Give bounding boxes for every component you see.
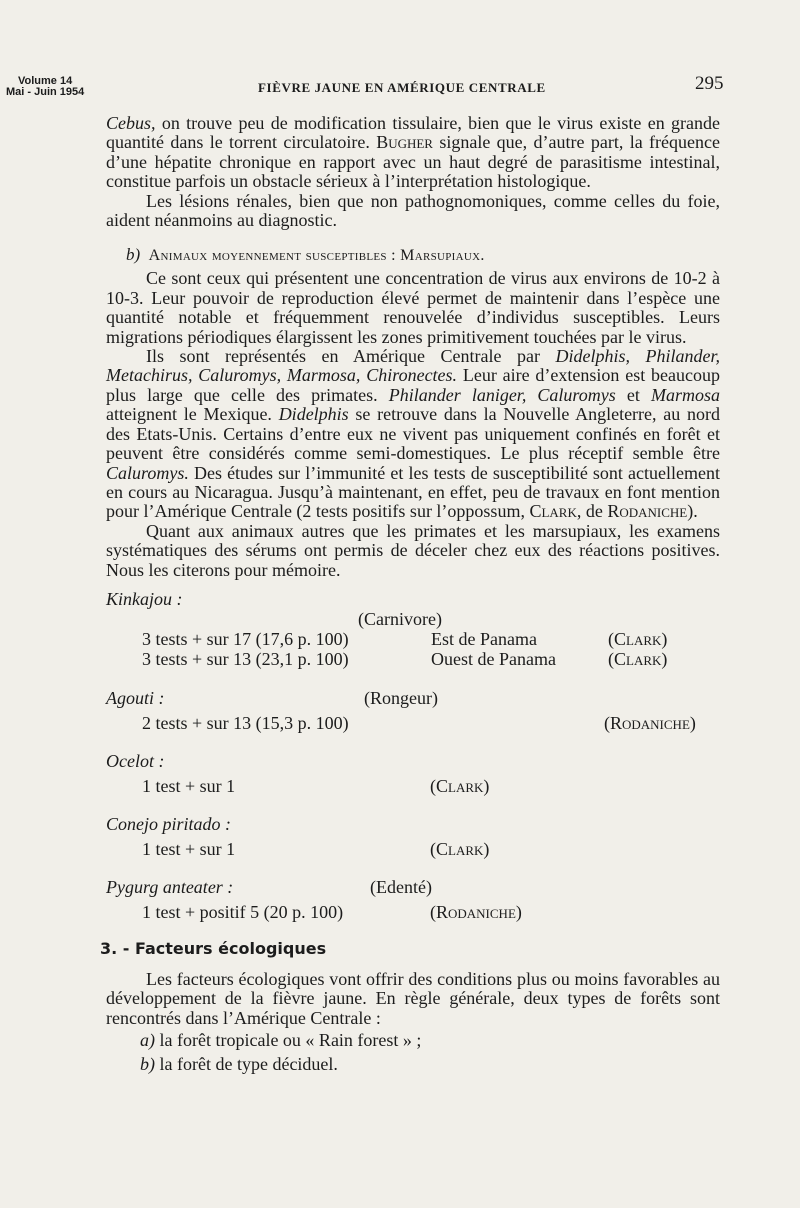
text-run: atteignent le Mexique.: [106, 404, 279, 425]
animal-kinkajou: Kinkajou :: [106, 588, 183, 609]
page-body: [100, 113, 721, 1076]
text-run: Des études sur l’immunité et les tests de susceptibilité sont actuellement en cours au Nicaragua. Jusqu’à maintenant, en effet, peu de travaux en font mention pour l’Amérique Centrale (2 tests positifs sur l’oppossum,: [106, 462, 720, 522]
animal-results: [106, 589, 720, 922]
text-run: on trouve peu de modification tissulaire, bien que le virus existe en grande quantité dans le torrent circulatoire.: [106, 113, 720, 153]
author-clark: Clark: [529, 501, 577, 522]
paragraph-facteurs: Les facteurs écologiques vont offrir des conditions plus ou moins favorables au développement de la fièvre jaune. En règle générale, deux types de forêts sont rencontrés dans l’Amérique Centrale :: [106, 968, 720, 1028]
text-run: se retrouve dans la Nouvelle Angleterre, au nord des Etats-Unis. Certains d’entre eux ne vivent pas uniquement confinés en forêt et peuvent être considérés comme semi-domestiques. Le plus réceptif semble être: [106, 404, 721, 464]
animal-ocelot: Ocelot :: [106, 750, 165, 771]
result-reference: (Clark): [430, 838, 490, 859]
result-tests: 1 test + sur 1: [142, 838, 236, 859]
result-row: [106, 649, 720, 669]
result-tests: 1 test + positif 5 (20 p. 100): [142, 901, 344, 922]
result-reference: (Clark): [430, 775, 490, 796]
paragraph-autres-animaux: Quant aux animaux autres que les primates et les marsupiaux, les examens systématiques des sérums ont permis de déceler chez eux des réactions positives. Nous les citerons pour mémoire.: [106, 520, 720, 580]
list-item: [106, 1028, 720, 1052]
paragraph-representes: [106, 347, 720, 522]
result-reference: (Rodaniche): [604, 712, 696, 733]
result-reference: (Clark): [608, 628, 668, 649]
paragraph-cebus: [106, 114, 720, 192]
species-name: Caluromys.: [106, 462, 189, 483]
result-tests: 1 test + sur 1: [142, 775, 236, 796]
list-letter: a): [140, 1030, 155, 1051]
paragraph-concentration: Ce sont ceux qui présentent une concentration de virus aux environs de 10-2 à 10-3. Leur pouvoir de reproduction élevé permet de maintenir dans l’espèce une quantité notable et fréquemment renouvelée d’individus susceptibles. Leurs migrations périodiques élargissent les zones primitivement touchées par le virus.: [106, 268, 720, 347]
genus-cebus: Cebus,: [106, 113, 156, 133]
list-text: la forêt de type déciduel.: [155, 1054, 338, 1075]
author-bugher: Bugher: [376, 132, 433, 153]
text-run: ).: [687, 501, 698, 522]
subheading-marsupiaux: [126, 245, 720, 265]
result-row: [106, 713, 720, 733]
animal-conejo-piritado: Conejo piritado :: [106, 813, 231, 834]
result-reference: (Clark): [608, 648, 668, 669]
volume-number: Volume 14: [18, 75, 73, 87]
order-label: (Rongeur): [364, 687, 438, 708]
subheading-text: Animaux moyennement susceptibles : Marsupiaux.: [148, 247, 485, 265]
issue-date: Mai - Juin 1954: [6, 86, 85, 98]
species-name: Marmosa: [650, 384, 720, 405]
forest-type-list: [106, 1028, 720, 1076]
result-tests: 3 tests + sur 17 (17,6 p. 100): [142, 628, 349, 649]
page-number: 295: [695, 73, 724, 94]
running-title: FIÈVRE JAUNE EN AMÉRIQUE CENTRALE: [258, 80, 546, 95]
order-label: (Carnivore): [358, 608, 442, 629]
result-tests: 2 tests + sur 13 (15,3 p. 100): [142, 712, 349, 733]
genera-list: Didelphis, Philander, Metachirus, Caluromys, Marmosa, Chironectes.: [106, 346, 720, 386]
paragraph-lesions: Les lésions rénales, bien que non pathognomoniques, comme celles du foie, aident néanmoins au diagnostic.: [106, 190, 720, 231]
list-item: [106, 1052, 720, 1076]
result-tests: 3 tests + sur 13 (23,1 p. 100): [142, 648, 349, 669]
animal-pygurg-anteater: Pygurg anteater :: [106, 876, 234, 897]
list-letter: b): [140, 1054, 155, 1075]
result-location: Ouest de Panama: [431, 648, 556, 669]
subheading-letter: b): [126, 245, 141, 265]
result-location: Est de Panama: [431, 628, 537, 649]
animal-agouti: Agouti :: [106, 687, 165, 708]
order-label: (Edenté): [370, 876, 432, 897]
list-text: la forêt tropicale ou « Rain forest » ;: [155, 1030, 422, 1051]
text-run: , de: [576, 501, 608, 522]
result-row: [106, 776, 720, 796]
text-run: signale que, d’autre part, la fréquence d’une hépatite chronique en rapport avec un haut degré de parasitisme intestinal, constitue parfois un obstacle sérieux à l’interprétation histologique.: [106, 132, 720, 192]
author-rodaniche: Rodaniche: [607, 501, 688, 522]
result-row: [106, 902, 720, 922]
section-title: 3. - Facteurs écologiques: [100, 938, 327, 958]
text-run: Ils sont représentés en Amérique Centrale par: [146, 346, 556, 367]
text-run: et: [615, 384, 651, 405]
result-reference: (Rodaniche): [430, 901, 522, 922]
species-name: Didelphis: [278, 404, 349, 425]
volume-info: [6, 76, 84, 98]
result-row: [106, 629, 720, 649]
text-run: Leur aire d’extension est beaucoup plus large que celle des primates.: [106, 365, 720, 405]
species-name: Philander laniger, Caluromys: [388, 384, 616, 405]
result-row: [106, 839, 720, 859]
